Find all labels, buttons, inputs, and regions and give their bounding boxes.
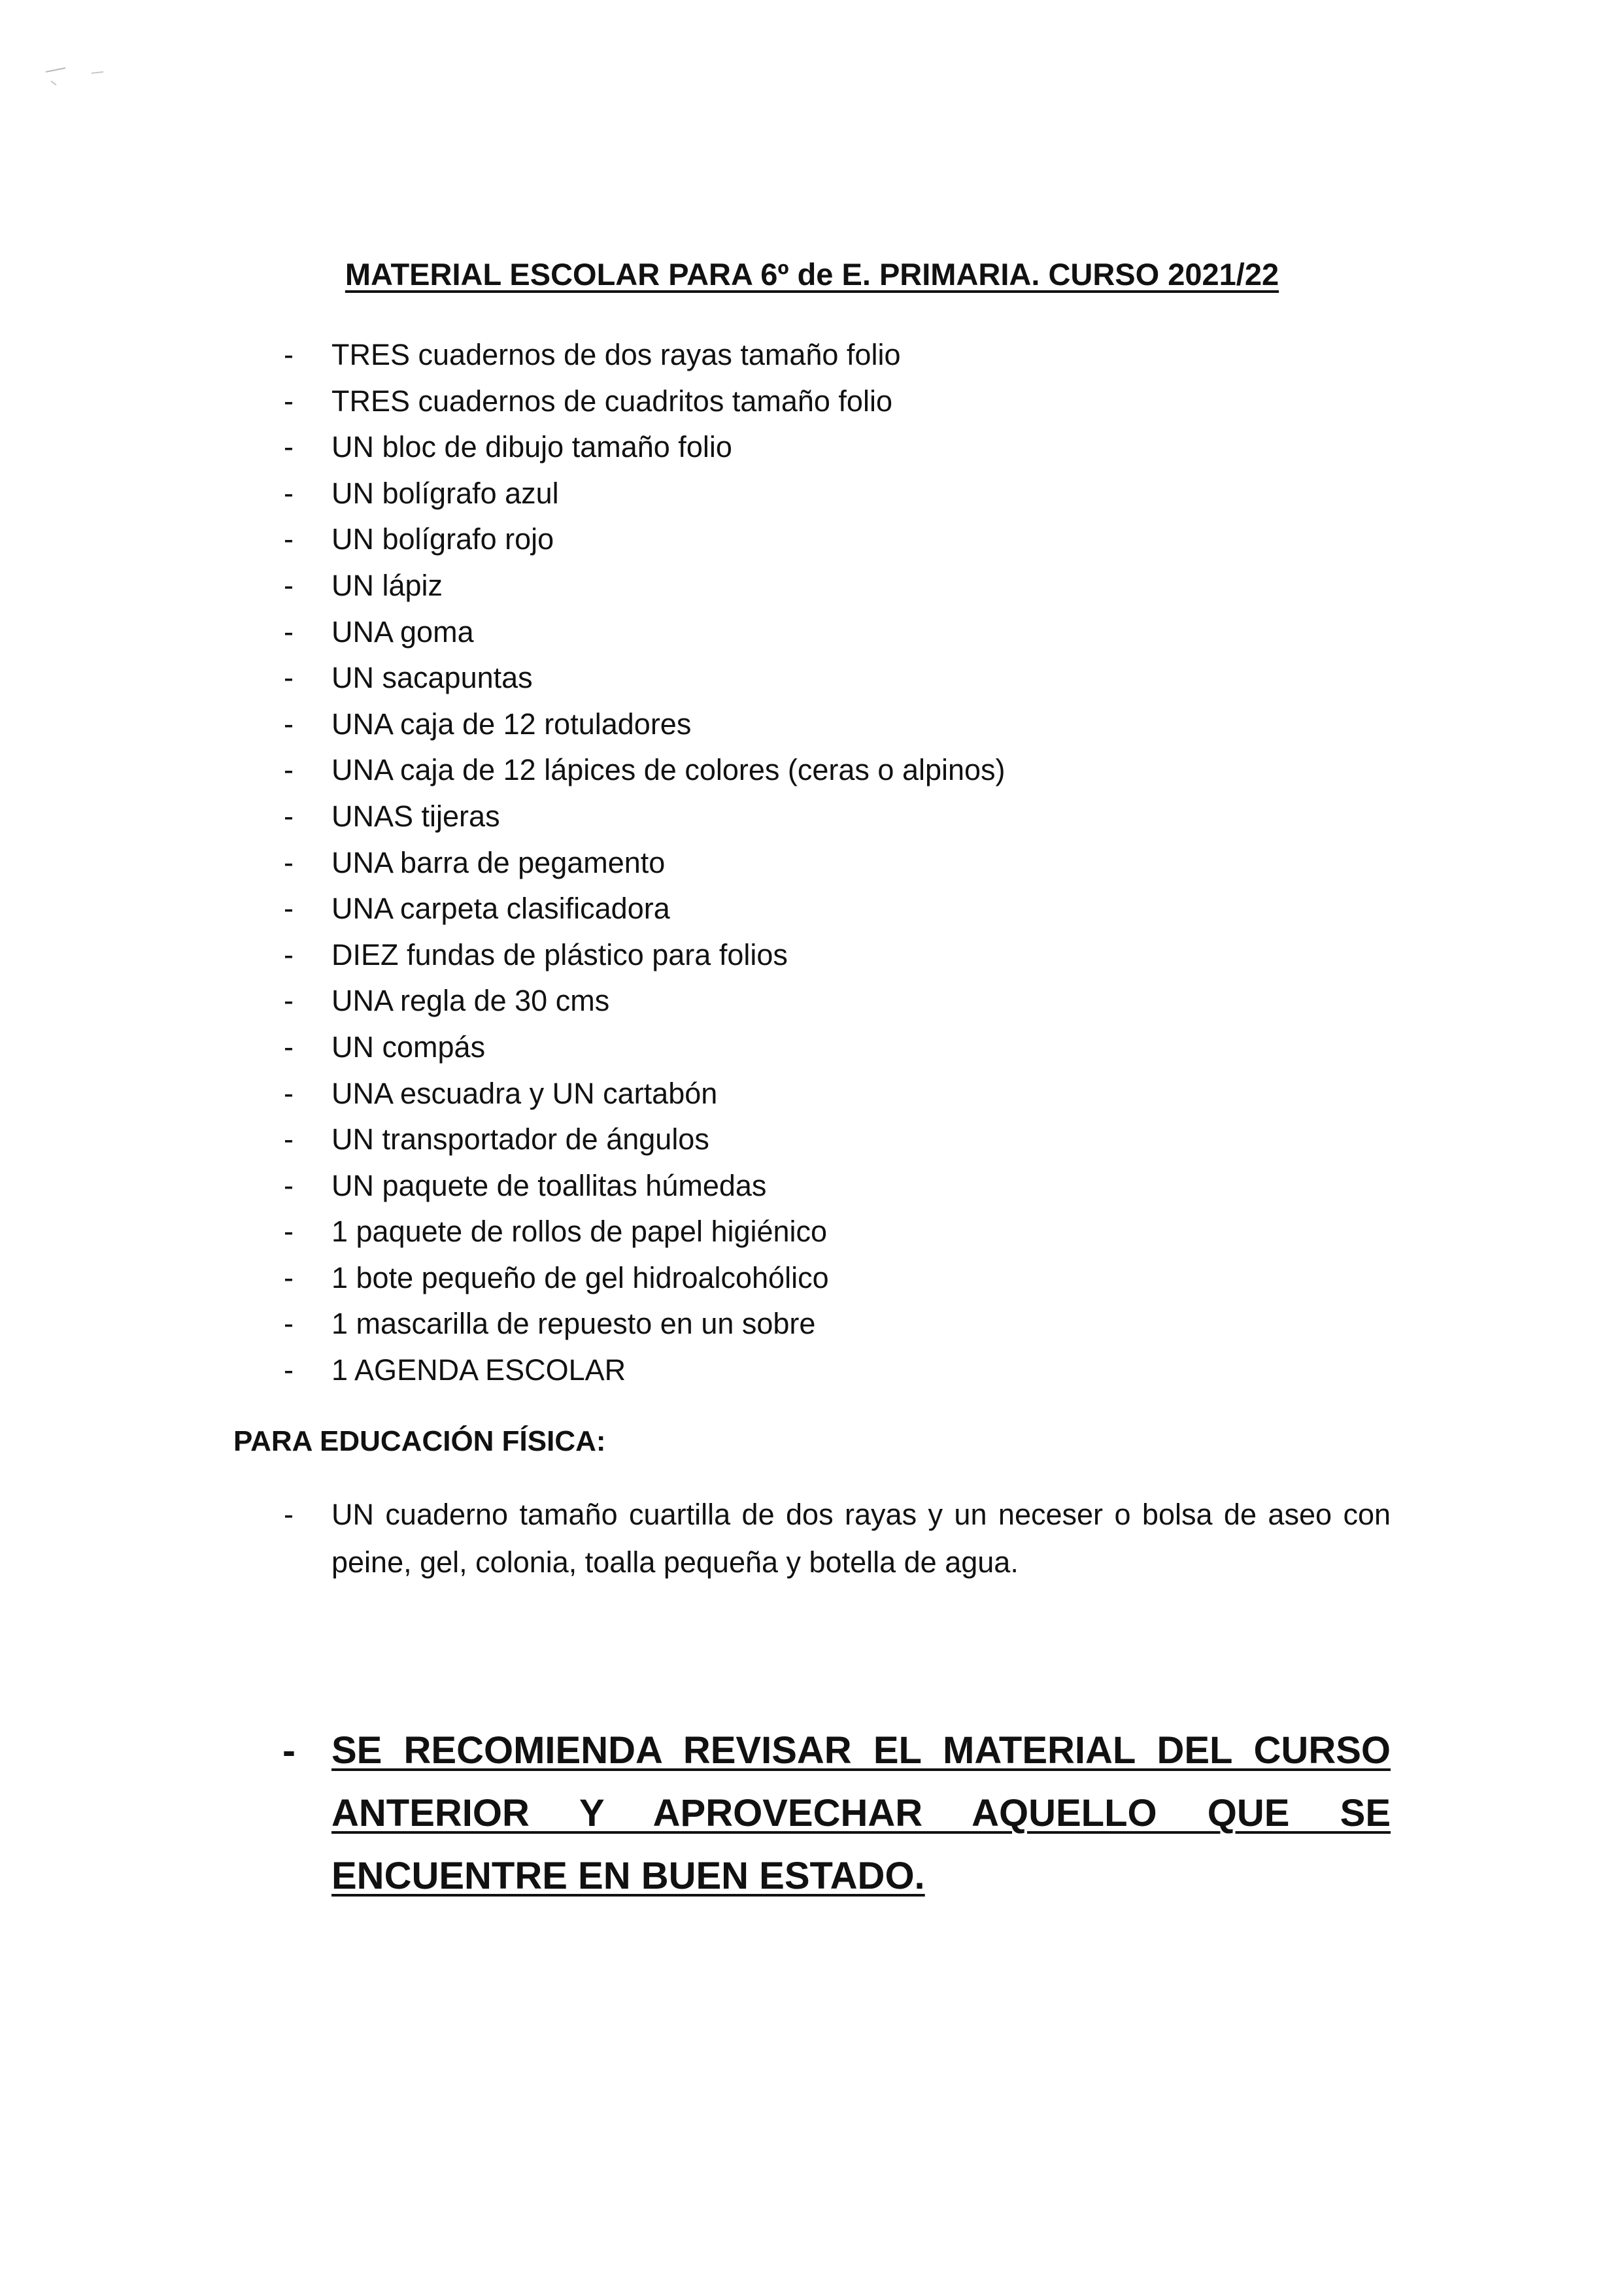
list-bullet: -: [284, 753, 294, 787]
recommendation-text: SE RECOMIENDA REVISAR EL MATERIAL DEL CURSO ANTERIOR Y APROVECHAR AQUELLO QUE SE ENCUENTRE EN BUEN ESTADO.: [331, 1729, 1391, 1897]
list-item-text: UNA barra de pegamento: [331, 845, 666, 879]
list-item-text: TRES cuadernos de cuadritos tamaño folio: [331, 384, 892, 418]
list-item-text: UNA carpeta clasificadora: [331, 892, 670, 926]
list-item-text: UN bloc de dibujo tamaño folio: [331, 430, 732, 464]
physical-education-heading: PARA EDUCACIÓN FÍSICA:: [233, 1425, 606, 1457]
list-bullet: -: [284, 1076, 294, 1110]
list-item-text: UNA caja de 12 rotuladores: [331, 707, 692, 741]
list-item-text: UNAS tijeras: [331, 799, 500, 833]
list-bullet: -: [284, 845, 294, 879]
list-item-text: UNA regla de 30 cms: [331, 984, 610, 1018]
list-item-text: UN compás: [331, 1030, 486, 1064]
list-item-text: UNA caja de 12 lápices de colores (ceras o alpinos): [331, 753, 1006, 787]
physical-education-item-text: UN cuaderno tamaño cuartilla de dos rayas y un neceser o bolsa de aseo con peine, gel, colonia, toalla pequeña y botella de agua.: [331, 1498, 1391, 1579]
list-bullet: -: [284, 338, 294, 371]
list-bullet: -: [284, 707, 294, 741]
list-bullet: -: [282, 1729, 296, 1772]
list-bullet: -: [284, 430, 294, 464]
list-bullet: -: [284, 1307, 294, 1341]
list-bullet: -: [284, 892, 294, 926]
list-bullet: -: [284, 984, 294, 1018]
list-item-text: 1 paquete de rollos de papel higiénico: [331, 1215, 828, 1249]
list-item-text: UNA goma: [331, 615, 474, 649]
list-bullet: -: [284, 615, 294, 649]
list-item-text: UN paquete de toallitas húmedas: [331, 1168, 767, 1202]
list-item-text: UN sacapuntas: [331, 661, 533, 695]
list-item-text: UN transportador de ángulos: [331, 1122, 709, 1156]
list-item-text: 1 bote pequeño de gel hidroalcohólico: [331, 1260, 829, 1294]
list-bullet: -: [284, 661, 294, 695]
list-bullet: -: [284, 568, 294, 602]
list-item-text: UN bolígrafo azul: [331, 476, 559, 510]
list-bullet: -: [284, 384, 294, 418]
list-item-text: 1 AGENDA ESCOLAR: [331, 1353, 626, 1387]
list-bullet: -: [284, 1215, 294, 1249]
scan-speck-marks: [39, 59, 170, 137]
list-bullet: -: [284, 799, 294, 833]
list-bullet: -: [284, 1030, 294, 1064]
list-item-text: UN bolígrafo rojo: [331, 522, 554, 556]
list-item-text: DIEZ fundas de plástico para folios: [331, 937, 788, 971]
list-item-text: TRES cuadernos de dos rayas tamaño folio: [331, 338, 901, 371]
list-bullet: -: [284, 1498, 294, 1531]
list-item-text: 1 mascarilla de repuesto en un sobre: [331, 1307, 816, 1341]
list-item-text: UN lápiz: [331, 568, 443, 602]
list-item-text: UNA escuadra y UN cartabón: [331, 1076, 718, 1110]
list-bullet: -: [284, 522, 294, 556]
list-bullet: -: [284, 476, 294, 510]
page-title: MATERIAL ESCOLAR PARA 6º de E. PRIMARIA. CURSO 2021/22: [345, 257, 1279, 292]
list-bullet: -: [284, 1122, 294, 1156]
list-bullet: -: [284, 1168, 294, 1202]
list-bullet: -: [284, 1353, 294, 1387]
list-bullet: -: [284, 937, 294, 971]
list-bullet: -: [284, 1260, 294, 1294]
